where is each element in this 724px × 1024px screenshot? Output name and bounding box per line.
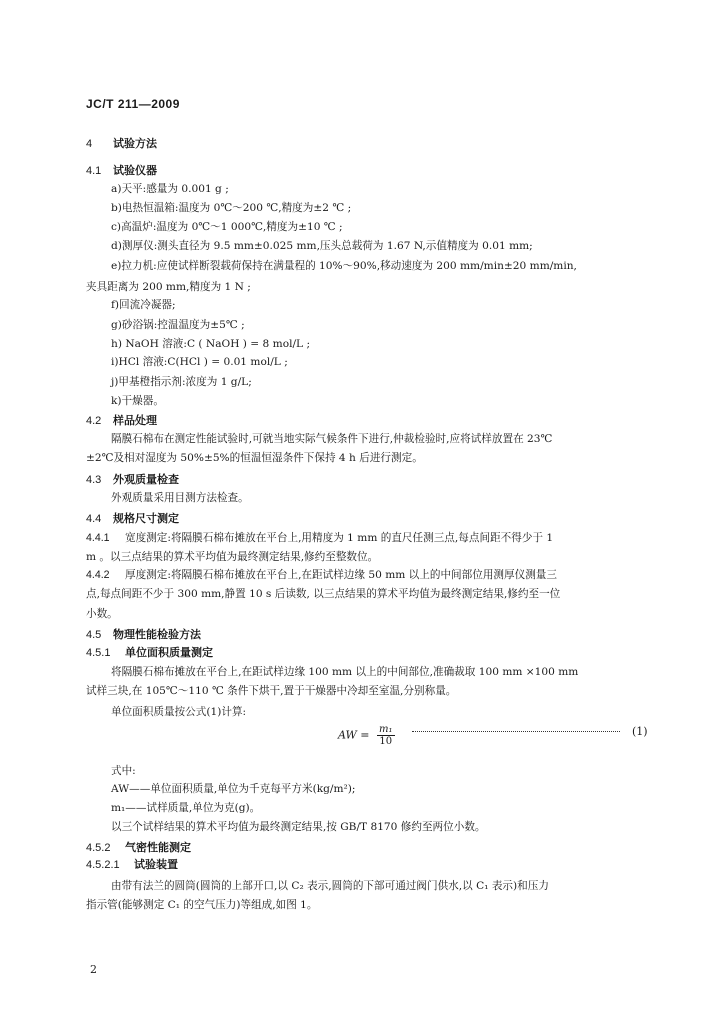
formula-fraction	[377, 724, 395, 747]
line-text: 宽度测定:将隔膜石棉布摊放在平台上,用精度为 1 mm 的直尺任测三点,每点间距不得少于 1	[125, 532, 554, 544]
section-heading	[86, 414, 157, 428]
text-line	[86, 451, 423, 465]
line-text: b)电热恒温箱:温度为 0℃～200 ℃,精度为±2 ℃ ;	[111, 202, 352, 214]
text-line	[86, 607, 118, 621]
formula-denominator: 10	[379, 736, 393, 747]
text-line	[111, 820, 486, 834]
line-text: 将隔膜石棉布摊放在平台上,在距试样边缘 100 mm 以上的中间部位,准确裁取 100 mm ×100 mm	[111, 666, 579, 678]
text-line	[111, 318, 245, 332]
line-text: 单位面积质量按公式(1)计算:	[111, 706, 247, 718]
line-text: k)干燥器。	[111, 395, 164, 407]
line-text: f)回流冷凝器;	[111, 299, 176, 311]
formula-lhs: AW =	[338, 728, 370, 742]
line-text: 夹具距离为 200 mm,精度为 1 N ;	[86, 281, 251, 293]
line-text: 外观质量采用目测方法检查。	[111, 492, 249, 504]
line-text: 隔膜石棉布在测定性能试验时,可就当地实际气候条件下进行,仲裁检验时,应将试样放置在 23℃	[111, 433, 553, 445]
text-line	[86, 280, 251, 294]
section-number: 4	[86, 138, 93, 150]
section-number: 4.3	[86, 474, 102, 486]
line-text: a)天平:感量为 0.001 g ;	[111, 183, 229, 195]
section-heading	[86, 646, 213, 660]
line-text: 指示管(能够测定 C₁ 的空气压力)等组成,如图 1。	[86, 899, 318, 911]
text-line	[86, 568, 557, 582]
text-line	[111, 239, 533, 253]
line-text: 由带有法兰的圆筒(圆筒的上部开口,以 C₂ 表示,圆筒的下部可通过阀门供水,以 C₁ 表示)和压力	[111, 880, 549, 892]
line-text: 试样三块,在 105℃～110 ℃ 条件下烘干,置于干燥器中冷却至室温,分别称量。	[86, 685, 457, 697]
heading-text: 外观质量检查	[113, 474, 179, 486]
text-line	[111, 764, 136, 778]
text-line	[111, 182, 229, 196]
heading-text: 单位面积质量测定	[125, 647, 213, 659]
text-line	[86, 898, 318, 912]
formula-numerator: m₁	[379, 724, 393, 735]
heading-text: 气密性能测定	[125, 842, 191, 854]
text-line	[86, 531, 553, 545]
line-text: 厚度测定:将隔膜石棉布摊放在平台上,在距试样边缘 50 mm 以上的中间部位用测厚仪测量三	[125, 569, 557, 581]
formula-1	[338, 724, 395, 747]
line-text: ±2℃及相对湿度为 50%±5%的恒温恒湿条件下保持 4 h 后进行测定。	[86, 452, 423, 464]
text-line	[111, 782, 355, 796]
line-text: 点,每点间距不少于 300 mm,静置 10 s 后读数, 以三点结果的算术平均值为最终测定结果,修约至一位	[86, 588, 561, 600]
section-heading	[86, 858, 178, 872]
equation-number: (1)	[632, 725, 648, 738]
line-text: 式中:	[111, 765, 136, 777]
section-number: 4.5.2.1	[86, 859, 120, 871]
text-line	[111, 705, 246, 719]
section-number: 4.2	[86, 415, 102, 427]
text-line	[111, 201, 351, 215]
text-line	[111, 665, 578, 679]
section-heading	[86, 473, 179, 487]
section-number: 4.4	[86, 513, 102, 525]
heading-text: 试验装置	[134, 859, 178, 871]
section-number: 4.5	[86, 629, 102, 641]
line-text: 以三个试样结果的算术平均值为最终测定结果,按 GB/T 8170 修约至两位小数。	[111, 821, 486, 833]
heading-text: 样品处理	[113, 415, 157, 427]
section-number: 4.5.2	[86, 842, 111, 854]
line-text: e)拉力机:应使试样断裂载荷保持在满量程的 10%～90%,移动速度为 200 mm/min±20 mm/min,	[111, 260, 577, 272]
line-text: AW——单位面积质量,单位为千克每平方米(kg/m²);	[111, 783, 356, 795]
page-number: 2	[90, 963, 97, 976]
section-number: 4.1	[86, 165, 102, 177]
text-line	[111, 394, 164, 408]
text-line	[111, 298, 176, 312]
text-line	[86, 684, 456, 698]
line-text: i)HCl 溶液:C(HCl ) = 0.01 mol/L ;	[111, 356, 288, 368]
text-line	[111, 491, 249, 505]
standard-code: JC/T 211—2009	[86, 97, 180, 111]
line-text: m₁——试样质量,单位为克(g)。	[111, 802, 261, 814]
heading-text: 试验仪器	[113, 165, 157, 177]
text-line	[86, 550, 378, 564]
line-text: d)测厚仪:测头直径为 9.5 mm±0.025 mm,压头总载荷为 1.67 N,示值精度为 0.01 mm;	[111, 240, 533, 252]
text-line	[111, 879, 549, 893]
line-text: j)甲基橙指示剂:浓度为 1 g/L;	[111, 376, 252, 388]
text-line	[111, 375, 252, 389]
line-text: g)砂浴锅:控温温度为±5℃ ;	[111, 319, 245, 331]
section-heading	[86, 164, 157, 178]
text-line	[111, 801, 260, 815]
section-number: 4.4.2	[86, 569, 110, 581]
section-heading	[86, 628, 201, 642]
heading-text: 物理性能检验方法	[113, 629, 201, 641]
text-line	[111, 355, 288, 369]
line-text: h) NaOH 溶液:C ( NaOH ) = 8 mol/L ;	[111, 338, 311, 350]
line-text: c)高温炉:温度为 0℃～1 000℃,精度为±10 ℃ ;	[111, 221, 343, 233]
section-heading	[86, 512, 179, 526]
heading-text: 规格尺寸测定	[113, 513, 179, 525]
text-line	[86, 587, 560, 601]
text-line	[111, 432, 552, 446]
section-heading	[86, 137, 157, 151]
formula-leader-dots	[412, 731, 620, 732]
section-number: 4.5.1	[86, 647, 111, 659]
heading-text: 试验方法	[113, 138, 157, 150]
text-line	[111, 259, 577, 273]
section-heading	[86, 841, 191, 855]
text-line	[111, 337, 310, 351]
text-line	[111, 220, 343, 234]
section-number: 4.4.1	[86, 532, 110, 544]
line-text: 小数。	[86, 608, 118, 620]
line-text: m 。以三点结果的算术平均值为最终测定结果,修约至整数位。	[86, 551, 379, 563]
